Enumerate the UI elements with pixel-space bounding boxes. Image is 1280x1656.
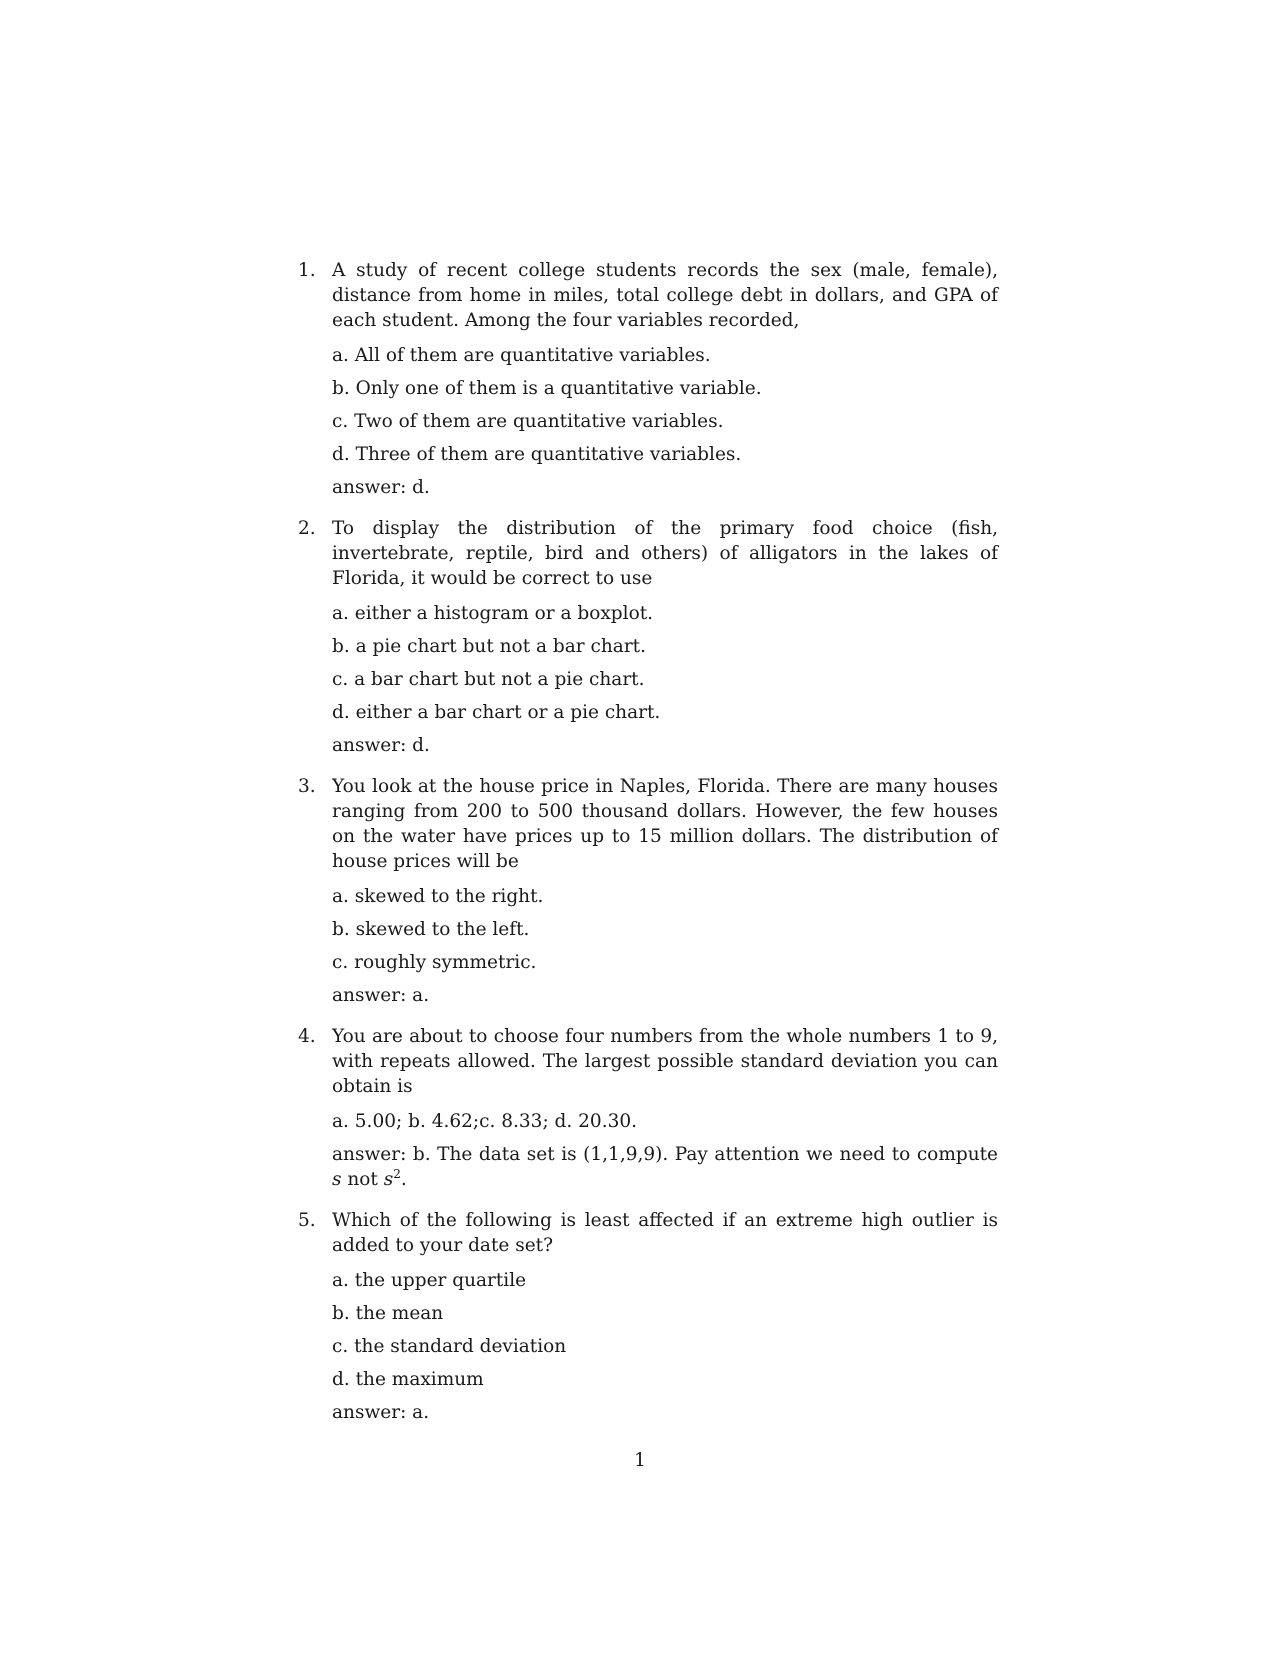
question-number: 2. — [298, 518, 316, 539]
option-list: a. 5.00; b. 4.62;c. 8.33; d. 20.30. — [332, 1111, 637, 1132]
option-a: a. either a histogram or a boxplot. — [332, 603, 654, 624]
answer: answer: d. — [332, 477, 430, 498]
exponent: 2 — [393, 1166, 401, 1181]
question-number: 5. — [298, 1210, 316, 1231]
option-c: c. a bar chart but not a pie chart. — [332, 669, 645, 690]
question-text: A study of recent college students records the sex (male, female), distance from home in miles, total college debt in dollars, and GPA of each student. Among the four variables recorded, — [332, 260, 998, 331]
question-text: You are about to choose four numbers from the whole numbers 1 to 9, with repeats allowed. The largest possible standard deviation you can obtain is — [332, 1026, 998, 1097]
question-number: 3. — [298, 776, 316, 797]
question-2 — [298, 516, 998, 762]
option-c: c. roughly symmetric. — [332, 952, 537, 973]
option-a: a. skewed to the right. — [332, 886, 544, 907]
option-b: b. a pie chart but not a bar chart. — [332, 636, 646, 657]
variable-s: s — [332, 1169, 342, 1190]
option-a: a. All of them are quantitative variables. — [332, 345, 711, 366]
option-a: a. the upper quartile — [332, 1270, 527, 1291]
question-text: Which of the following is least affected if an extreme high outlier is added to your date set? — [332, 1210, 998, 1256]
variable-s-squared: s — [383, 1169, 394, 1190]
answer: answer: a. — [332, 1402, 430, 1423]
answer-prefix: answer: b. The data set is (1,1,9,9). Pay attention we need to compute — [332, 1144, 998, 1165]
question-number: 4. — [298, 1026, 316, 1047]
answer-middle: not — [341, 1169, 384, 1190]
option-b: b. the mean — [332, 1303, 444, 1324]
question-list — [298, 258, 998, 1441]
question-text: To display the distribution of the primary food choice (fish, invertebrate, reptile, bird and others) of alligators in the lakes of Florida, it would be correct to use — [332, 518, 998, 589]
option-d: d. the maximum — [332, 1369, 484, 1390]
question-4 — [298, 1024, 998, 1196]
page-number: 1 — [634, 1450, 646, 1471]
question-3 — [298, 774, 998, 1012]
answer — [332, 1138, 998, 1196]
option-b: b. Only one of them is a quantitative variable. — [332, 378, 762, 399]
option-b: b. skewed to the left. — [332, 919, 530, 940]
question-number: 1. — [298, 260, 316, 281]
answer: answer: d. — [332, 735, 430, 756]
answer: answer: a. — [332, 985, 430, 1006]
option-c: c. the standard deviation — [332, 1336, 567, 1357]
option-c: c. Two of them are quantitative variables. — [332, 411, 724, 432]
question-text: You look at the house price in Naples, Florida. There are many houses ranging from 200 to 500 thousand dollars. However, the few houses on the water have prices up to 15 million dollars. The distribution of house prices will be — [332, 776, 998, 872]
option-d: d. either a bar chart or a pie chart. — [332, 702, 661, 723]
answer-suffix: . — [400, 1169, 407, 1190]
question-5 — [298, 1208, 998, 1429]
option-d: d. Three of them are quantitative variables. — [332, 444, 742, 465]
question-1 — [298, 258, 998, 504]
